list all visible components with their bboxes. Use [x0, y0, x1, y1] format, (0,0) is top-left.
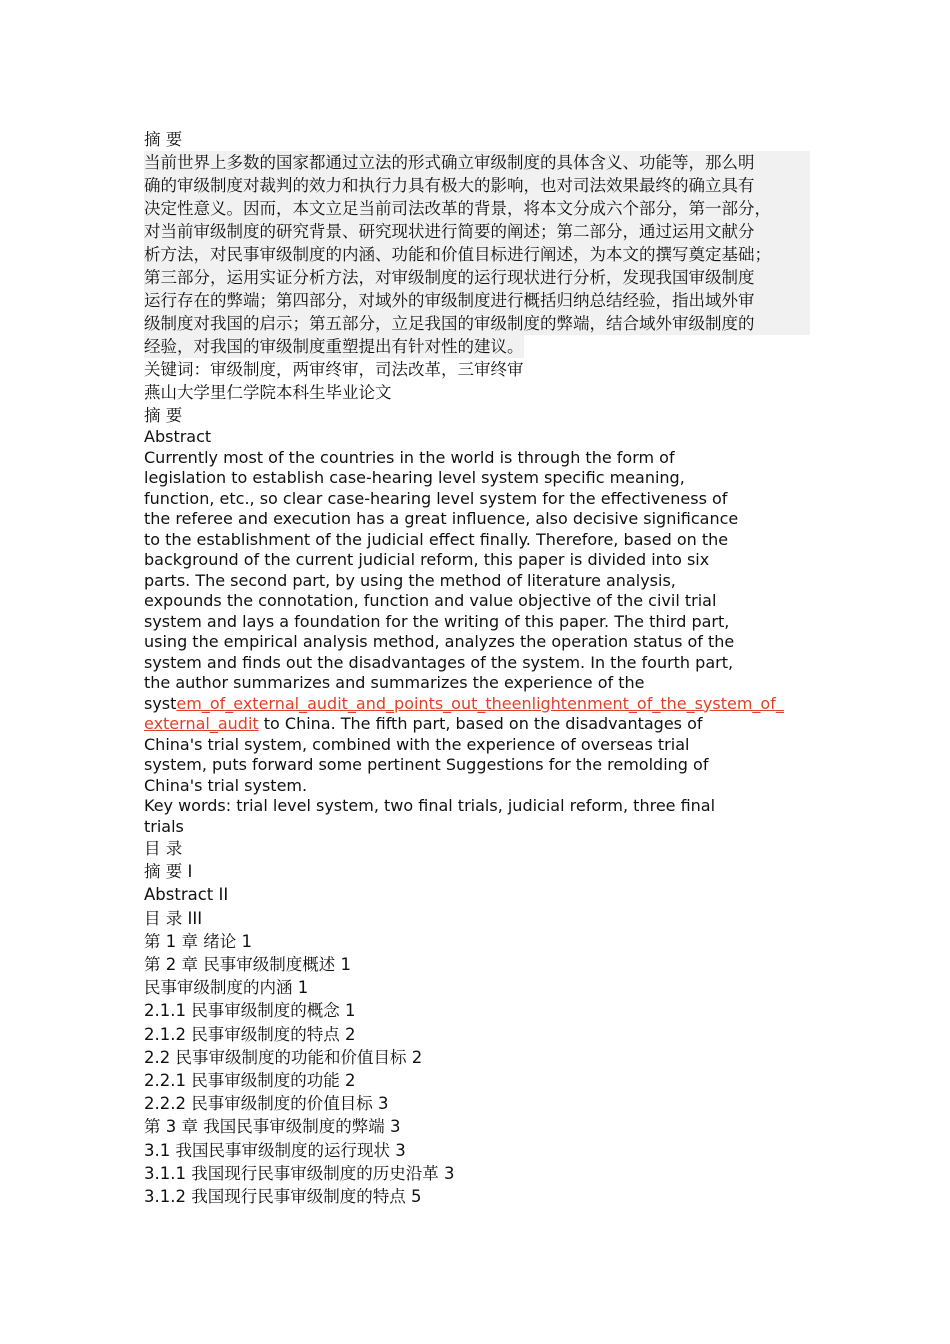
toc-heading: 目 录: [144, 839, 183, 858]
abstract-en-line: system and lays a foundation for the writing of this paper. The third part,: [144, 611, 730, 631]
abstract-en-mixed-line: [144, 714, 816, 735]
abstract-en-line: legislation to establish case-hearing level system specific meaning,: [144, 468, 685, 487]
abstract-en-line: background of the current judicial reform, this paper is divided into six: [144, 550, 710, 569]
abstract-cn-line: 析方法，对民事审级制度的内涵、功能和价值目标进行阐述，为本文的撰写奠定基础；: [144, 243, 810, 266]
abstract-cn-line: 运行存在的弊端；第四部分，对域外的审级制度进行概括归纳总结经验，指出域外审: [144, 289, 810, 312]
toc-entry: 2.2.1 民事审级制度的功能 2: [144, 1071, 356, 1091]
abstract-en-text: to China. The fifth part, based on the disadvantages of: [258, 714, 703, 733]
abstract-cn-heading-repeat: 摘 要: [144, 406, 183, 425]
abstract-en-line: the referee and execution has a great influence, also decisive significance: [144, 509, 739, 528]
abstract-cn-line: 确的审级制度对裁判的效力和执行力具有极大的影响，也对司法效果最终的确立具有: [144, 174, 810, 197]
abstract-en-line: system, puts forward some pertinent Suggestions for the remolding of: [144, 755, 709, 774]
abstract-en-line: the author summarizes and summarizes the experience of the: [144, 673, 645, 692]
abstract-en-heading: Abstract: [144, 427, 212, 446]
abstract-en-mixed-line: [144, 694, 816, 715]
toc-entry: 3.1.1 我国现行民事审级制度的历史沿革 3: [144, 1163, 455, 1183]
table-of-contents: [144, 837, 816, 1208]
abstract-cn-line: 决定性意义。因而，本文立足当前司法改革的背景，将本文分成六个部分，第一部分，: [144, 197, 810, 220]
toc-entry: 目 录 III: [144, 908, 203, 928]
abstract-cn-paragraph: [144, 151, 810, 358]
toc-entry: 2.2 民事审级制度的功能和价值目标 2: [144, 1047, 423, 1067]
abstract-cn-line: 级制度对我国的启示；第五部分，立足我国的审级制度的弊端，结合域外审级制度的: [144, 312, 810, 335]
abstract-en-line: expounds the connotation, function and value objective of the civil trial: [144, 591, 717, 610]
toc-entry: 3.1.2 我国现行民事审级制度的特点 5: [144, 1187, 422, 1207]
abstract-en-keywords: trials: [144, 816, 184, 836]
abstract-en-keywords: Key words: trial level system, two final trials, judicial reform, three final: [144, 796, 716, 815]
abstract-en-line: Currently most of the countries in the world is through the form of: [144, 447, 675, 467]
red-underlined-text: external_audit: [144, 714, 259, 733]
abstract-en-line: to the establishment of the judicial effect finally. Therefore, based on the: [144, 529, 729, 549]
abstract-cn-heading: 摘 要: [144, 130, 183, 149]
toc-entry: 第 2 章 民事审级制度概述 1: [144, 955, 351, 975]
abstract-en-text: syst: [144, 693, 177, 713]
toc-entry: 第 3 章 我国民事审级制度的弊端 3: [144, 1117, 401, 1137]
abstract-cn-line: 第三部分，运用实证分析方法，对审级制度的运行现状进行分析，发现我国审级制度: [144, 266, 810, 289]
abstract-cn-line: 经验，对我国的审级制度重塑提出有针对性的建议。: [144, 337, 524, 356]
abstract-en-section: [144, 427, 816, 837]
school-thesis-label: 燕山大学里仁学院本科生毕业论文: [144, 383, 392, 402]
toc-entry: 2.1.2 民事审级制度的特点 2: [144, 1024, 356, 1044]
abstract-en-line: system and finds out the disadvantages of the system. In the fourth part,: [144, 652, 734, 672]
abstract-en-line: parts. The second part, by using the method of literature analysis,: [144, 570, 676, 590]
toc-entry: 2.1.1 民事审级制度的概念 1: [144, 1001, 356, 1021]
abstract-cn-line: 当前世界上多数的国家都通过立法的形式确立审级制度的具体含义、功能等，那么明: [144, 151, 810, 174]
toc-entry: 摘 要 I: [144, 862, 193, 882]
abstract-en-line: China's trial system, combined with the experience of overseas trial: [144, 734, 690, 754]
toc-entry: 民事审级制度的内涵 1: [144, 978, 309, 998]
red-underlined-text: em_of_external_audit_and_points_out_theenlightenment_of_the_system_of_: [176, 693, 784, 713]
toc-entry: 3.1 我国民事审级制度的运行现状 3: [144, 1140, 406, 1160]
abstract-en-line: using the empirical analysis method, analyzes the operation status of the: [144, 632, 735, 651]
toc-entry: Abstract II: [144, 885, 229, 905]
toc-entry: 2.2.2 民事审级制度的价值目标 3: [144, 1094, 389, 1114]
document-page: [144, 128, 816, 1208]
abstract-en-line: function, etc., so clear case-hearing level system for the effectiveness of: [144, 488, 728, 508]
abstract-cn-keywords: 关键词：审级制度，两审终审，司法改革，三审终审: [144, 360, 524, 379]
abstract-cn-line: 对当前审级制度的研究背景、研究现状进行简要的阐述；第二部分，通过运用文献分: [144, 220, 810, 243]
abstract-en-line: China's trial system.: [144, 775, 308, 795]
toc-entry: 第 1 章 绪论 1: [144, 931, 252, 951]
